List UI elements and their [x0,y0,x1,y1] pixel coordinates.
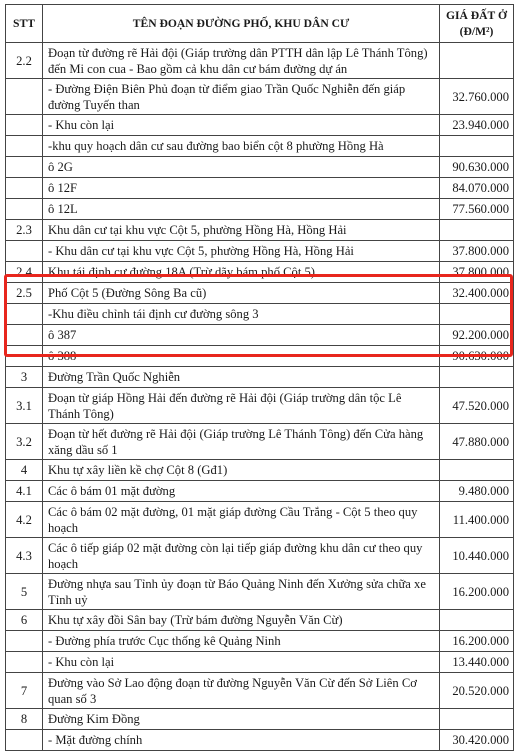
row-stt: 5 [6,574,43,610]
row-name: - Mặt đường chính [43,730,440,751]
row-stt: 3.2 [6,424,43,460]
row-stt: 8 [6,709,43,730]
table-row [6,79,514,115]
row-stt [6,730,43,751]
row-name: Đoạn từ giáp Hồng Hải đến đường rẽ Hải đội (Giáp trường dân tộc Lê Thánh Tông) [43,388,440,424]
row-name: Đoạn từ đường rẽ Hải đội (Giáp trường dân PTTH dân lập Lê Thánh Tông) đến Mi con cua - Bao gồm cả khu dân cư bám đường dự án [43,43,440,79]
table-row [6,388,514,424]
table-row [6,538,514,574]
table-row [6,502,514,538]
row-price: 47.880.000 [440,424,514,460]
row-name: ô 388 [43,346,440,367]
row-name: ô 12L [43,199,440,220]
row-price: 37.800.000 [440,262,514,283]
row-stt [6,178,43,199]
row-name: - Khu còn lại [43,652,440,673]
table-row [6,673,514,709]
row-price: 23.940.000 [440,115,514,136]
row-price [440,304,514,325]
row-price: 37.800.000 [440,241,514,262]
table-row [6,136,514,157]
row-stt: 6 [6,610,43,631]
row-price: 20.520.000 [440,673,514,709]
row-price [440,43,514,79]
row-price: 11.400.000 [440,502,514,538]
row-stt [6,79,43,115]
table-row [6,220,514,241]
row-stt [6,199,43,220]
table-row [6,346,514,367]
row-name: Đường Kim Đồng [43,709,440,730]
header-price-line1: GIÁ ĐẤT Ở [446,8,507,22]
row-stt: 7 [6,673,43,709]
row-stt [6,157,43,178]
row-price [440,610,514,631]
table-row [6,304,514,325]
row-price [440,367,514,388]
row-stt [6,241,43,262]
row-price: 13.440.000 [440,652,514,673]
row-name: -Khu điều chỉnh tái định cư đường sông 3 [43,304,440,325]
row-price: 9.480.000 [440,481,514,502]
header-name: TÊN ĐOẠN ĐƯỜNG PHỐ, KHU DÂN CƯ [43,5,440,43]
row-name: Khu tái định cư đường 18A (Trừ dãy bám phố Cột 5) [43,262,440,283]
table-row [6,481,514,502]
row-name: Khu dân cư tại khu vực Cột 5, phường Hồng Hà, Hồng Hải [43,220,440,241]
row-name: Khu tự xây đồi Sân bay (Trừ bám đường Nguyễn Văn Cừ) [43,610,440,631]
table-row [6,574,514,610]
header-stt: STT [6,5,43,43]
row-name: - Khu còn lại [43,115,440,136]
row-stt [6,631,43,652]
row-name: Đường nhựa sau Tỉnh ủy đoạn từ Báo Quảng Ninh đến Xưởng sửa chữa xe Tỉnh uỷ [43,574,440,610]
table-row [6,460,514,481]
row-price [440,136,514,157]
row-name: Khu tự xây liền kề chợ Cột 8 (Gđ1) [43,460,440,481]
table-row [6,262,514,283]
row-stt: 3 [6,367,43,388]
row-name: - Đường phía trước Cục thống kê Quảng Ninh [43,631,440,652]
header-price [440,5,514,43]
row-price [440,460,514,481]
table-row [6,178,514,199]
row-name: Phố Cột 5 (Đường Sông Ba cũ) [43,283,440,304]
table-row [6,424,514,460]
table-header-row [6,5,514,43]
table-row [6,367,514,388]
table-row [6,157,514,178]
table-row [6,283,514,304]
row-price: 10.440.000 [440,538,514,574]
table-row [6,325,514,346]
price-table-document [5,4,514,751]
row-price: 90.630.000 [440,346,514,367]
header-price-line2: (Đ/M²) [459,24,494,38]
row-price [440,709,514,730]
row-name: ô 2G [43,157,440,178]
table-row [6,652,514,673]
table-row [6,610,514,631]
row-name: Đường Trần Quốc Nghiễn [43,367,440,388]
land-price-table [5,4,514,751]
row-name: Các ô tiếp giáp 02 mặt đường còn lại tiếp giáp đường khu dân cư theo quy hoạch [43,538,440,574]
row-stt [6,652,43,673]
row-price [440,220,514,241]
row-stt [6,136,43,157]
row-price: 16.200.000 [440,574,514,610]
row-stt [6,304,43,325]
table-row [6,199,514,220]
table-row [6,241,514,262]
row-name: ô 387 [43,325,440,346]
row-stt: 4 [6,460,43,481]
row-name: - Đường Điện Biên Phủ đoạn từ điểm giao Trần Quốc Nghiễn đến giáp đường Tuyến than [43,79,440,115]
row-price: 90.630.000 [440,157,514,178]
row-stt [6,115,43,136]
row-name: - Khu dân cư tại khu vực Cột 5, phường Hồng Hà, Hồng Hải [43,241,440,262]
table-row [6,709,514,730]
row-name: Đường vào Sở Lao động đoạn từ đường Nguyễn Văn Cừ đến Sở Liên Cơ quan số 3 [43,673,440,709]
row-stt [6,325,43,346]
row-price: 84.070.000 [440,178,514,199]
row-stt: 2.3 [6,220,43,241]
row-price: 32.760.000 [440,79,514,115]
row-price: 77.560.000 [440,199,514,220]
row-stt: 3.1 [6,388,43,424]
row-price: 47.520.000 [440,388,514,424]
row-price: 30.420.000 [440,730,514,751]
table-body [6,43,514,751]
row-price: 32.400.000 [440,283,514,304]
row-price: 92.200.000 [440,325,514,346]
row-name: Các ô bám 02 mặt đường, 01 mặt giáp đường Cầu Trắng - Cột 5 theo quy hoạch [43,502,440,538]
row-stt: 2.5 [6,283,43,304]
row-stt: 4.2 [6,502,43,538]
row-price: 16.200.000 [440,631,514,652]
table-row [6,115,514,136]
row-name: -khu quy hoạch dân cư sau đường bao biển cột 8 phường Hồng Hà [43,136,440,157]
row-stt: 2.2 [6,43,43,79]
row-stt [6,346,43,367]
row-name: ô 12F [43,178,440,199]
row-stt: 2.4 [6,262,43,283]
row-stt: 4.1 [6,481,43,502]
row-name: Đoạn từ hết đường rẽ Hải đội (Giáp trường Lê Thánh Tông) đến Cửa hàng xăng dầu số 1 [43,424,440,460]
row-name: Các ô bám 01 mặt đường [43,481,440,502]
row-stt: 4.3 [6,538,43,574]
table-row [6,631,514,652]
table-row [6,730,514,751]
table-row [6,43,514,79]
